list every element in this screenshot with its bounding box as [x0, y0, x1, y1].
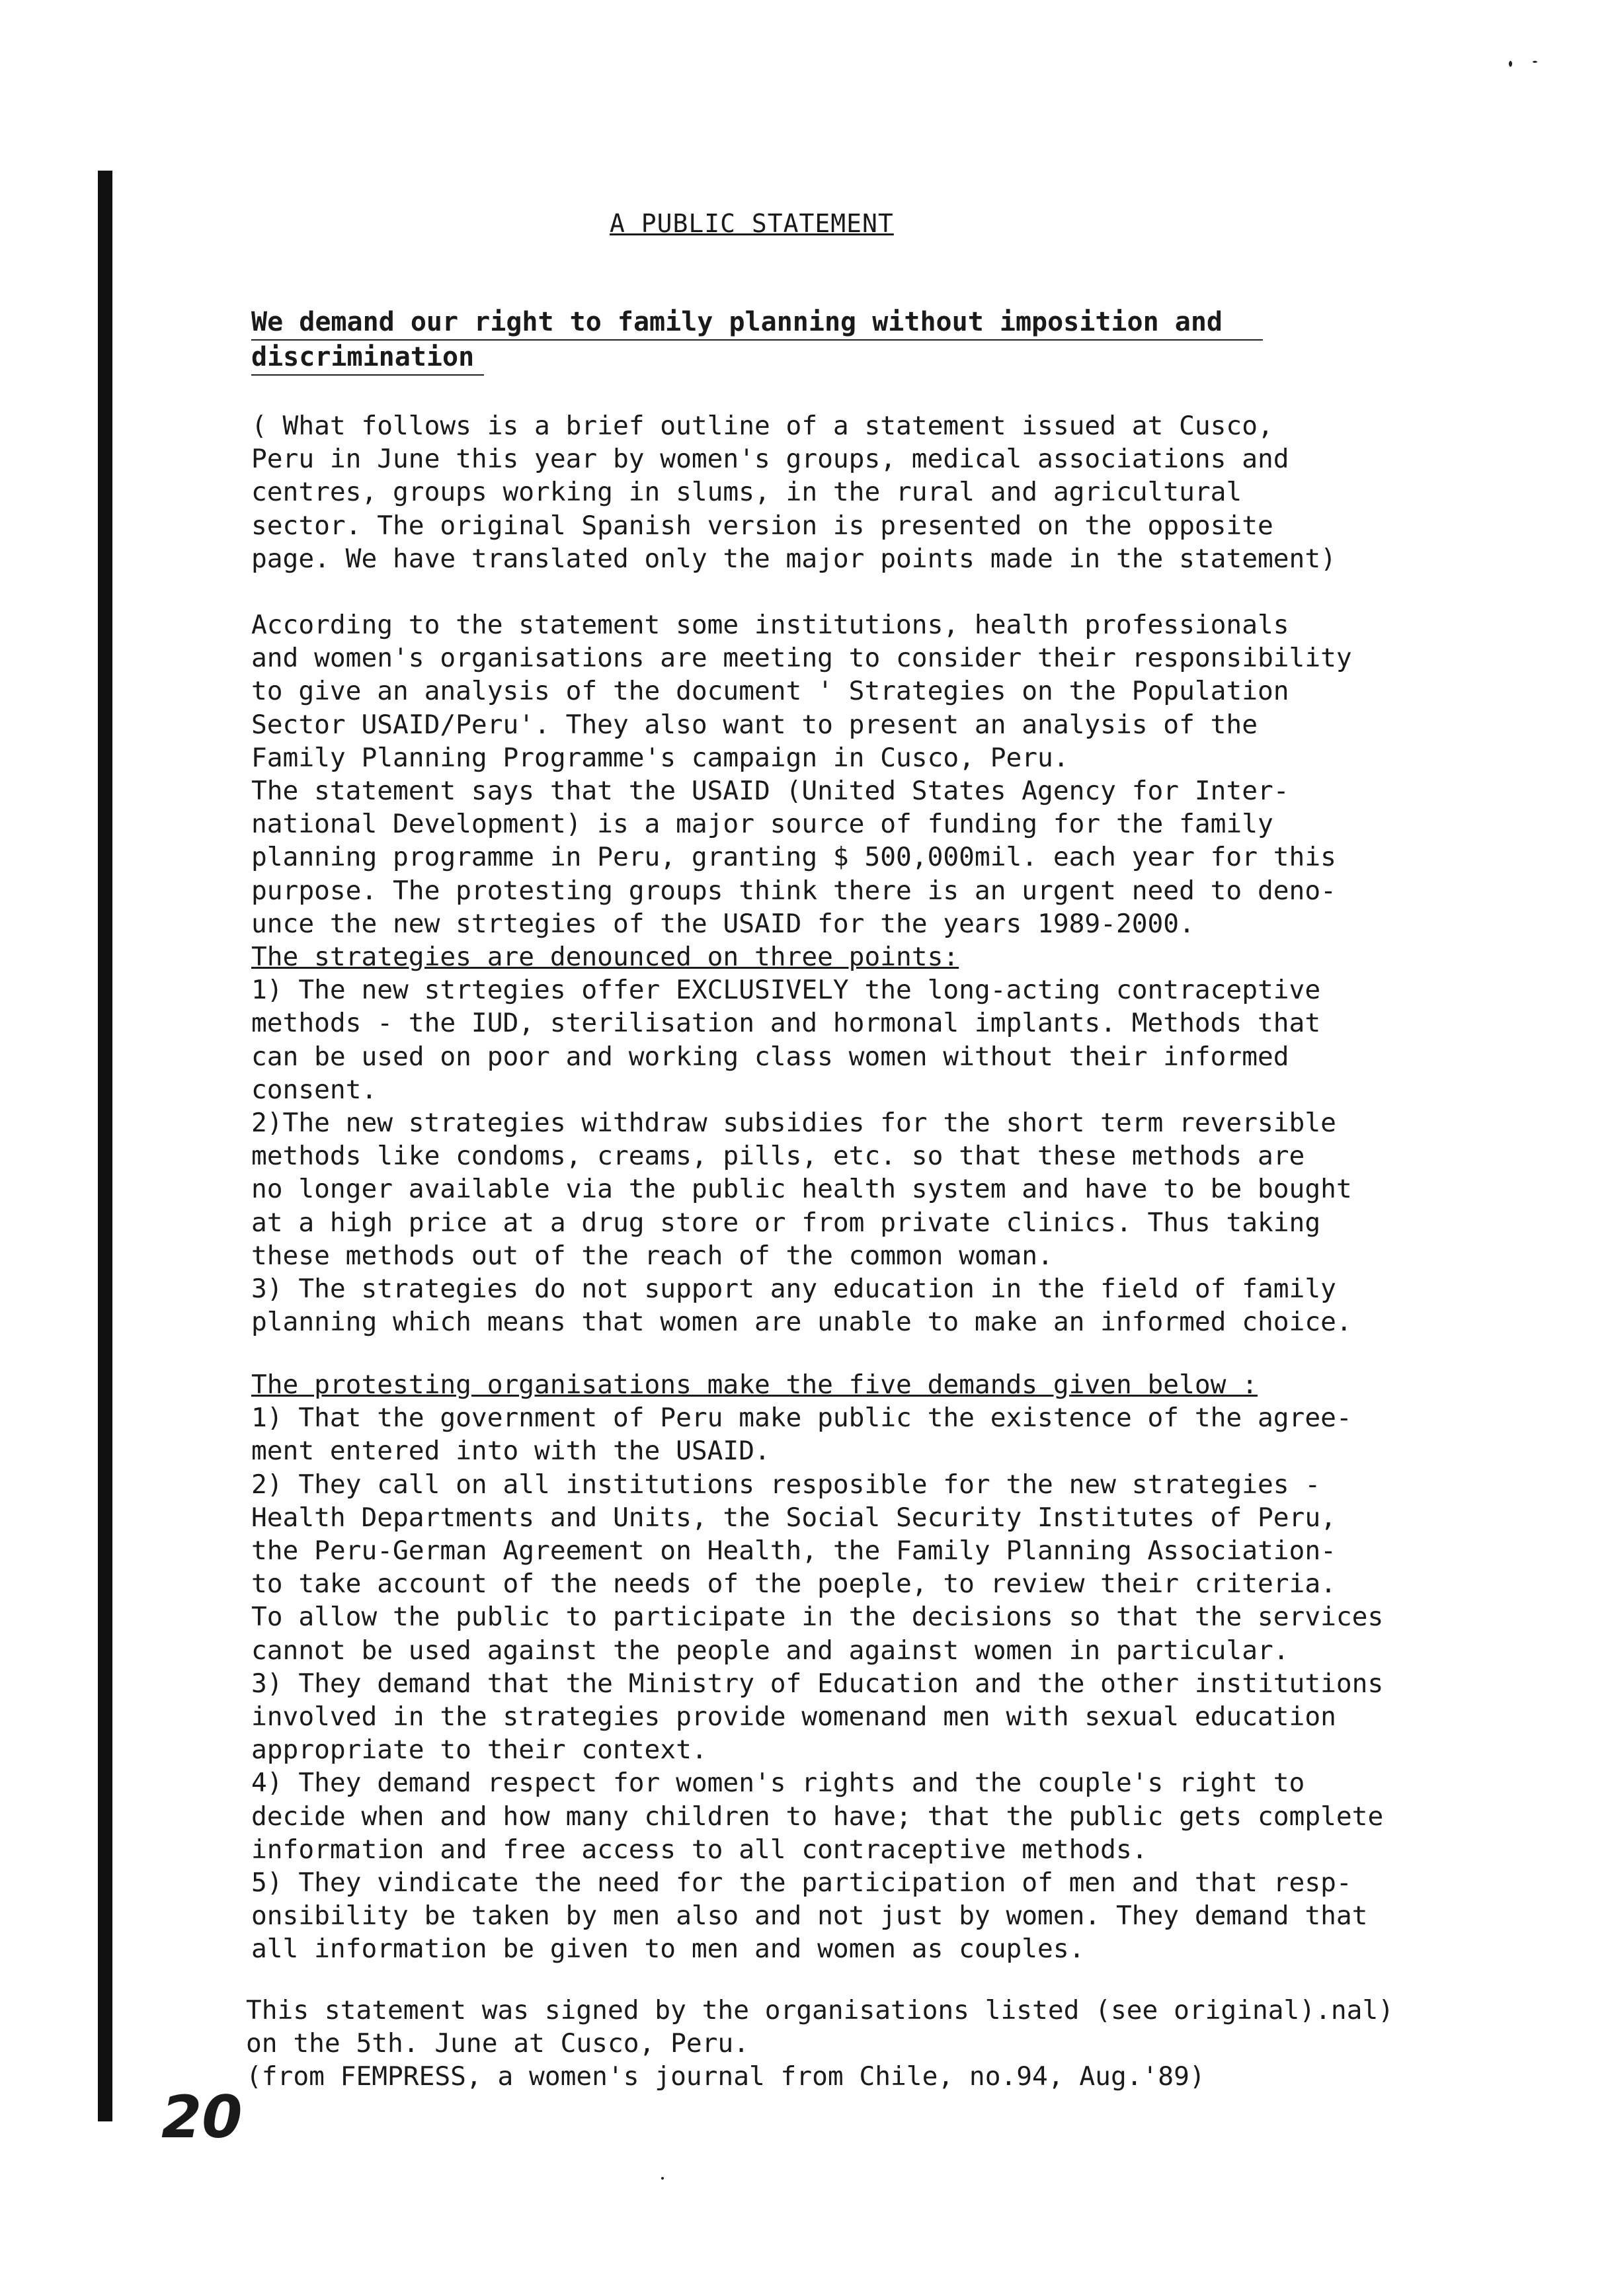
demands-subheading: The protesting organisations make the five demands given below : [251, 1370, 1258, 1400]
text-line: no longer available via the public health system and have to be bought [251, 1174, 1352, 1205]
text-line: centres, groups working in slums, in the rural and agricultural [251, 477, 1242, 508]
text-line: unce the new strtegies of the USAID for the years 1989-2000. [251, 908, 1195, 939]
text-line: and women's organisations are meeting to consider their responsibility [251, 643, 1352, 674]
scan-speck [661, 2177, 664, 2180]
text-line: According to the statement some institutions, health professionals [251, 610, 1289, 640]
page-number: 20 [161, 2083, 243, 2151]
text-line: 2) They call on all institutions resposible for the new strategies - [251, 1469, 1321, 1500]
text-line: at a high price at a drug store or from private clinics. Thus taking [251, 1207, 1321, 1238]
text-line: 3) The strategies do not support any education in the field of family [251, 1274, 1336, 1305]
text-line: to take account of the needs of the poeple, to review their criteria. [251, 1569, 1336, 1600]
text-line: all information be given to men and women as couples. [251, 1934, 1085, 1965]
document-title: A PUBLIC STATEMENT [610, 209, 894, 238]
text-line: these methods out of the reach of the common woman. [251, 1240, 1053, 1271]
text-line: 1) That the government of Peru make public the existence of the agree- [251, 1403, 1352, 1434]
margin-bar [98, 171, 112, 2121]
text-line: To allow the public to participate in the decisions so that the services [251, 1602, 1384, 1633]
text-line: 4) They demand respect for women's rights and the couple's right to [251, 1768, 1305, 1799]
text-line: This statement was signed by the organisations listed (see original).nal) [246, 1995, 1394, 2026]
text-line: Family Planning Programme's campaign in Cusco, Peru. [251, 742, 1069, 773]
text-line: decide when and how many children to have; that the public gets complete [251, 1801, 1384, 1832]
text-line: ( What follows is a brief outline of a statement issued at Cusco, [251, 411, 1273, 441]
text-line: involved in the strategies provide womenand men with sexual education [251, 1702, 1336, 1733]
text-line: sector. The original Spanish version is presented on the opposite [251, 510, 1273, 541]
text-line: can be used on poor and working class women without their informed [251, 1041, 1289, 1072]
text-line: 1) The new strtegies offer EXCLUSIVELY the long-acting contraceptive [251, 975, 1321, 1006]
text-line: ment entered into with the USAID. [251, 1436, 770, 1467]
text-line: planning which means that women are unable to make an informed choice. [251, 1307, 1352, 1338]
scan-speck [1509, 61, 1512, 67]
text-line: appropriate to their context. [251, 1735, 707, 1766]
intro-paragraph [251, 409, 1336, 575]
text-line: methods - the IUD, sterilisation and hormonal implants. Methods that [251, 1008, 1321, 1039]
signature-note [246, 1994, 1394, 2094]
text-line: 2)The new strategies withdraw subsidies for the short term reversible [251, 1108, 1336, 1139]
text-line: to give an analysis of the document ' Strategies on the Population [251, 676, 1289, 707]
text-line: information and free access to all contraceptive methods. [251, 1834, 1148, 1865]
text-line: cannot be used against the people and against women in particular. [251, 1635, 1289, 1666]
statement-body [251, 608, 1352, 1338]
text-line: on the 5th. June at Cusco, Peru. [246, 2028, 749, 2059]
demands-section [251, 1368, 1383, 1966]
text-line: page. We have translated only the major points made in the statement) [251, 543, 1336, 574]
text-line: Sector USAID/Peru'. They also want to present an analysis of the [251, 709, 1258, 740]
text-line: Peru in June this year by women's groups, medical associations and [251, 444, 1289, 475]
text-line: planning programme in Peru, granting $ 500,000mil. each year for this [251, 842, 1336, 873]
source-citation: (from FEMPRESS, a women's journal from Chile, no.94, Aug.'89) [246, 2061, 1205, 2092]
document-heading [251, 306, 1263, 376]
text-line: onsibility be taken by men also and not just by women. They demand that [251, 1901, 1368, 1932]
text-line: 3) They demand that the Ministry of Education and the other institutions [251, 1668, 1384, 1699]
heading-line: We demand our right to family planning without imposition and [251, 306, 1263, 341]
text-line: 5) They vindicate the need for the participation of men and that resp- [251, 1867, 1352, 1899]
text-line: methods like condoms, creams, pills, etc. so that these methods are [251, 1141, 1305, 1172]
strategies-subheading: The strategies are denounced on three points: [251, 942, 959, 973]
text-line: Health Departments and Units, the Social Security Institutes of Peru, [251, 1502, 1336, 1533]
text-line: national Development) is a major source of funding for the family [251, 809, 1273, 840]
scan-speck [1533, 61, 1537, 63]
text-line: the Peru-German Agreement on Health, the Family Planning Association- [251, 1536, 1336, 1567]
text-line: The statement says that the USAID (United States Agency for Inter- [251, 776, 1289, 807]
heading-line: discrimination [251, 341, 484, 376]
text-line: consent. [251, 1074, 378, 1105]
text-line: purpose. The protesting groups think there is an urgent need to deno- [251, 875, 1336, 906]
